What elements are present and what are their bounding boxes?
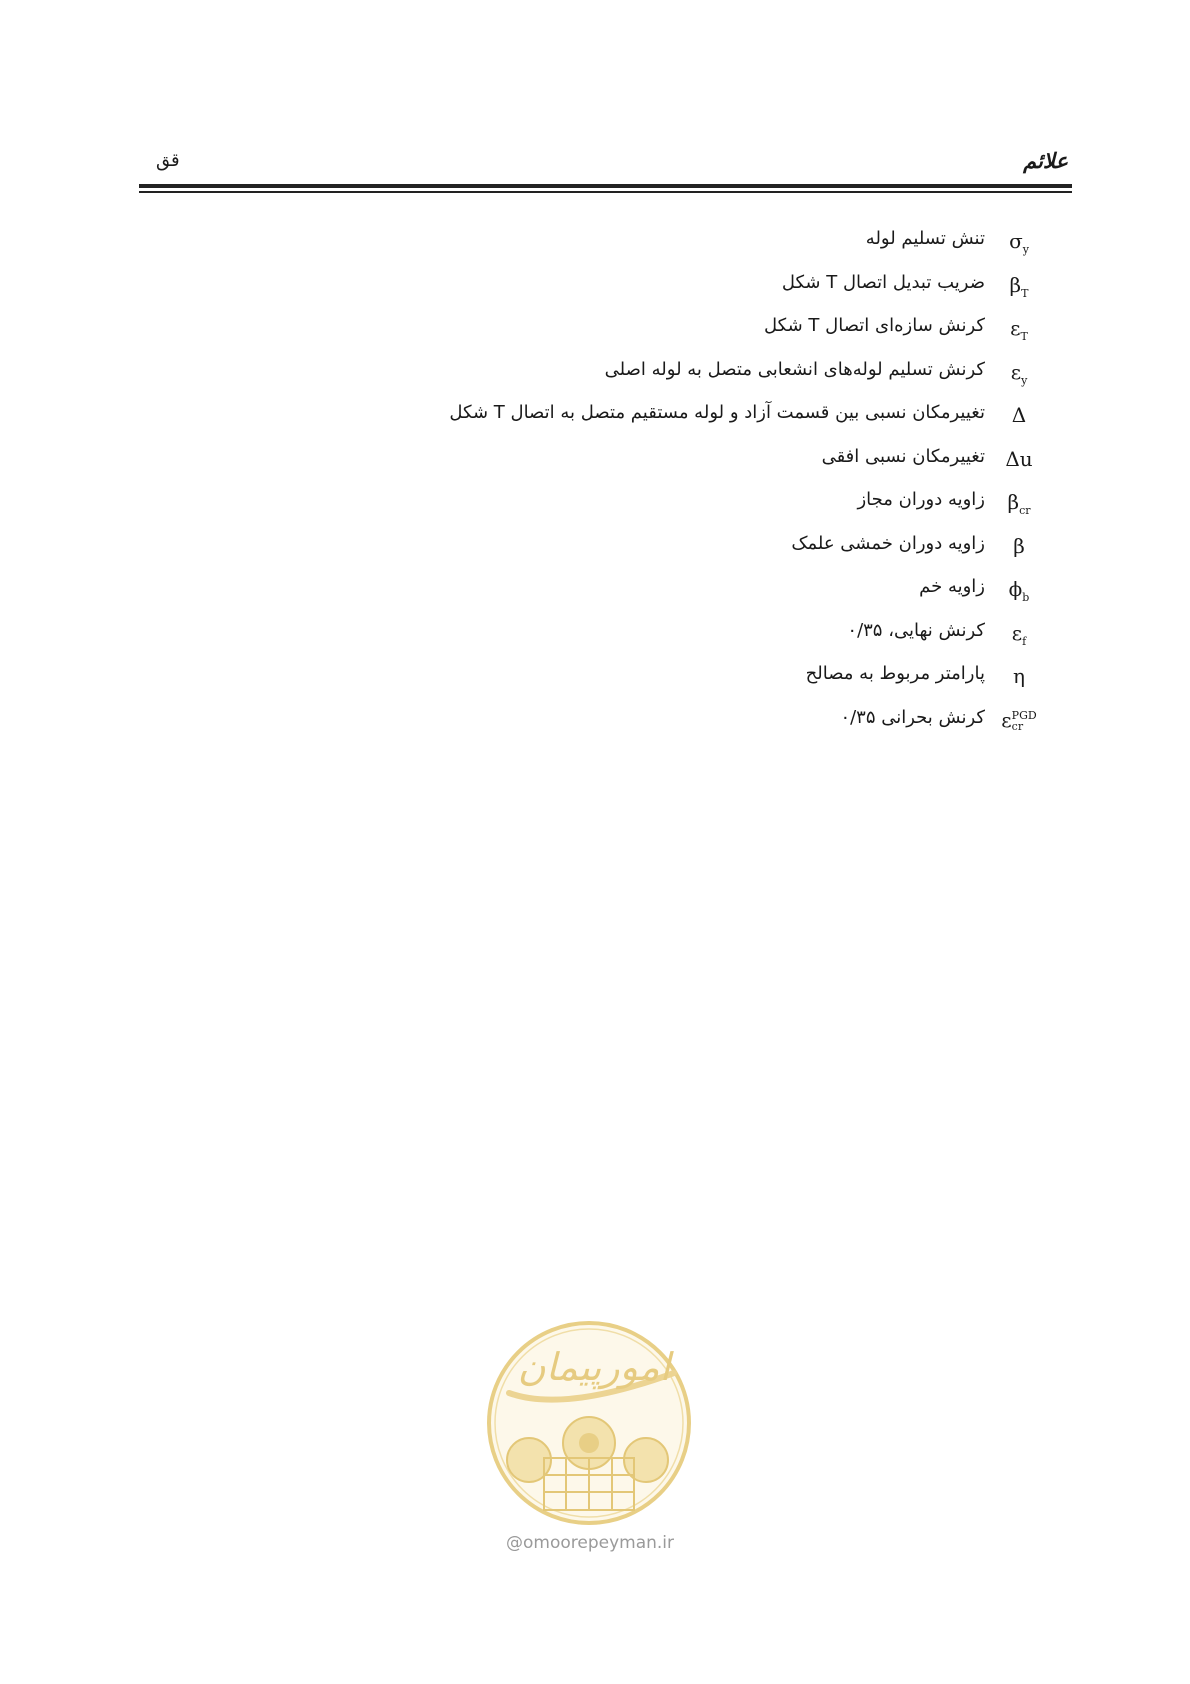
symbol-description: پارامتر مربوط به مصالح [805,663,985,684]
symbol-description: زاویه دوران مجاز [857,489,985,510]
symbol-subscript: cr [1011,720,1024,733]
symbol-base: Δ [1011,403,1027,427]
symbol-scripts [1012,710,1037,732]
symbol-base: ϕ [1008,577,1023,601]
header-rule-thin [139,191,1072,193]
symbol-notation [984,619,1054,656]
symbol-row [0,356,1190,400]
symbol-notation [984,662,1054,690]
symbol-subscript: y [1021,373,1028,387]
watermark-logo-text: امورپیمان [517,1345,671,1389]
symbol-notation [984,401,1054,429]
symbol-description: کرنش نهایی، ۰/۳۵ [847,619,985,641]
symbol-row [0,225,1190,269]
symbol-notation [984,314,1054,351]
symbol-row [0,399,1190,443]
watermark-logo [484,1318,694,1528]
symbol-base: β [1007,490,1020,514]
watermark-site: @omoorepeyman.ir [505,1533,675,1553]
symbol-base: β [1013,533,1025,558]
symbol-superscript: PGD [1011,709,1037,722]
symbol-subscript: cr [1019,504,1031,517]
symbol-subscript: f [1022,634,1027,648]
symbol-description: کرنش تسلیم لوله‌های انشعابی متصل به لوله اصلی [604,358,985,380]
symbol-subscript: y [1022,243,1029,256]
symbol-description: کرنش بحرانی ۰/۳۵ [840,706,985,728]
symbol-description: زاویه دوران خمشی علمک [791,532,985,554]
symbol-row [0,269,1190,313]
symbol-row [0,704,1190,748]
symbol-list [0,225,1190,747]
symbol-row [0,573,1190,617]
symbol-base: ε [1011,620,1023,645]
symbol-notation [984,706,1054,734]
symbol-notation [984,575,1054,612]
symbol-base: σ [1009,229,1023,253]
symbol-base: η [1013,664,1025,688]
symbol-row [0,312,1190,356]
symbol-notation [984,532,1054,560]
symbol-subscript: T [1020,330,1028,343]
symbol-row [0,660,1190,704]
header-title: علائم [1023,148,1068,173]
symbol-notation [984,271,1054,308]
page-number: قق [156,150,180,171]
symbol-subscript: b [1022,591,1030,604]
symbol-base: ε [1001,707,1012,732]
symbol-description: تغییرمکان نسبی بین قسمت آزاد و لوله مستقیم متصل به اتصال T شکل [449,402,985,423]
symbol-notation [984,488,1054,525]
symbol-notation [984,227,1054,264]
symbol-row [0,443,1190,487]
symbol-row [0,617,1190,661]
symbol-description: تغییرمکان نسبی افقی [821,445,985,467]
symbol-base: β [1009,272,1022,297]
symbol-row [0,486,1190,530]
symbol-subscript: T [1021,286,1029,300]
symbol-base: ε [1010,316,1021,340]
symbol-notation [984,358,1054,395]
symbol-description: کرنش سازه‌ای اتصال T شکل [764,315,985,336]
symbol-notation [984,445,1054,473]
header-rule-thick [139,184,1072,188]
symbol-base: Δu [1005,446,1033,471]
symbol-base: ε [1010,359,1022,384]
symbol-description: زاویه خم [919,576,985,597]
symbol-row [0,530,1190,574]
symbol-description: تنش تسلیم لوله [865,228,985,249]
symbol-description: ضریب تبدیل اتصال T شکل [781,271,985,293]
